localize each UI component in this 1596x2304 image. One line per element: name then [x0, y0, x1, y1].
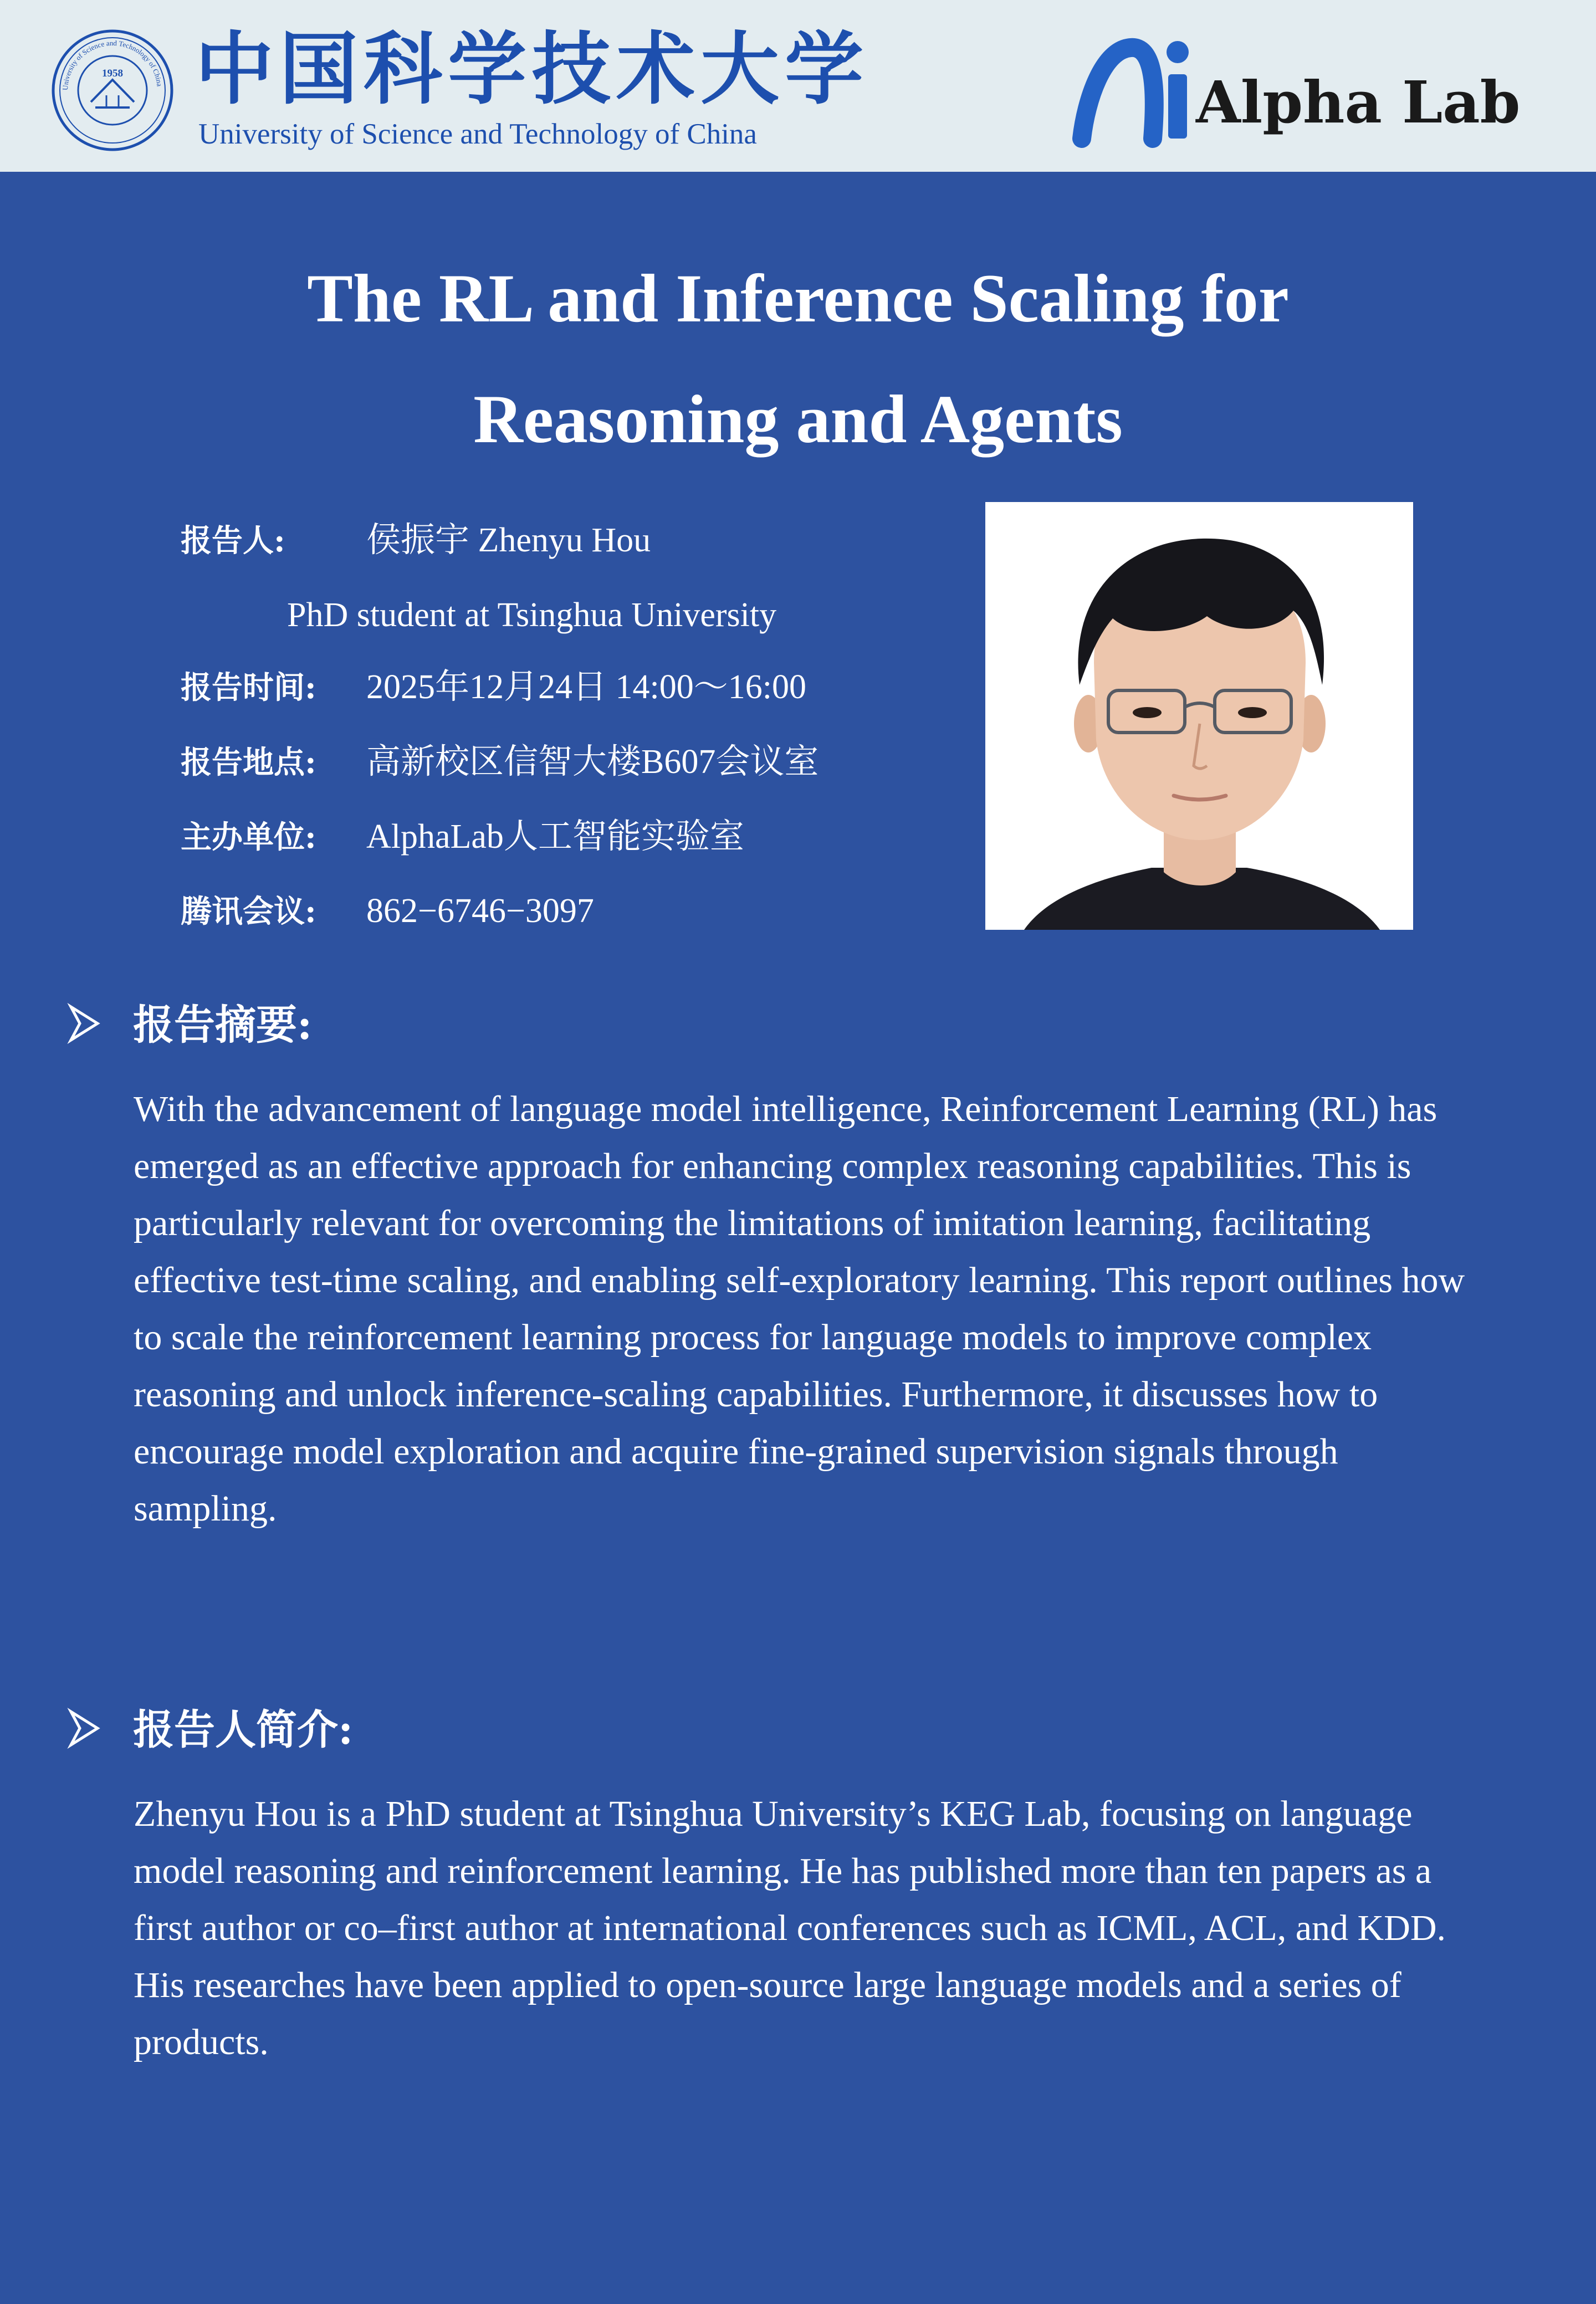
header-bar: [0, 0, 1596, 172]
time-value: 2025年12月24日 14:00～16:00: [366, 668, 806, 706]
host-label: 主办单位:: [181, 819, 316, 856]
abstract-paragraph: With the advancement of language model intelligence, Reinforcement Learning (RL) has emerged as an effective approach for enhancing complex reasoning capabilities. This is particularly relevant for overcoming the limitations of imitation learning, facilitating effective test-time scaling, and enabling self-exploratory learning. This report outlines how to scale the reinforcement learning process for language models to improve complex reasoning and unlock inference-scaling capabilities. Furthermore, it discusses how to encourage model exploration and acquire fine-grained supervision signals through sampling.: [134, 1089, 1465, 1529]
bio-paragraph: Zhenyu Hou is a PhD student at Tsinghua University’s KEG Lab, focusing on language model reasoning and reinforcement learning. He has published more than ten papers as a first author or co–first author at international conferences such as ICML, ACL, and KDD. His researches have been applied to open-source large language models and a series of products.: [134, 1794, 1446, 2062]
svg-text:University of Science and Tech: [61, 39, 164, 90]
speaker-portrait: [985, 502, 1413, 930]
university-name-cn: 中国科学技术大学: [195, 23, 869, 115]
university-seal-icon: [51, 29, 174, 152]
speaker-affiliation: PhD student at Tsinghua University: [287, 596, 777, 634]
host-row: [181, 809, 744, 864]
speaker-value: 侯振宇 Zhenyu Hou: [366, 521, 651, 559]
talk-title-line-2: Reasoning and Agents: [473, 381, 1123, 457]
place-label: 报告地点:: [181, 744, 316, 781]
place-row: [181, 734, 819, 790]
university-name-en: University of Science and Technology of China: [198, 118, 757, 150]
place-value: 高新校区信智大楼B607会议室: [366, 743, 819, 781]
time-label: 报告时间:: [181, 669, 316, 706]
arrowhead-bullet-icon: [70, 1006, 99, 1041]
seal-ring-text: University of Science and Technology of China: [60, 38, 164, 91]
abstract-heading-text: 报告摘要:: [133, 1001, 313, 1049]
arrowhead-bullet-icon: [70, 1711, 99, 1746]
meeting-row: [181, 883, 594, 939]
time-row: [181, 659, 806, 715]
alpha-lab-logo-icon: [1070, 33, 1203, 150]
seal-year: 1958: [102, 68, 123, 79]
meeting-label: 腾讯会议:: [181, 893, 316, 930]
speaker-row: [181, 513, 651, 568]
portrait-illustration: [985, 502, 1413, 930]
host-value: AlphaLab人工智能实验室: [366, 818, 744, 856]
speaker-label: 报告人:: [181, 523, 285, 559]
bio-heading-text: 报告人简介:: [133, 1706, 354, 1754]
talk-title: [0, 238, 1596, 480]
lab-name: Alpha Lab: [1196, 68, 1521, 136]
talk-title-line-1: The RL and Inference Scaling for: [307, 260, 1289, 336]
meeting-id: 862−6746−3097: [366, 892, 594, 930]
